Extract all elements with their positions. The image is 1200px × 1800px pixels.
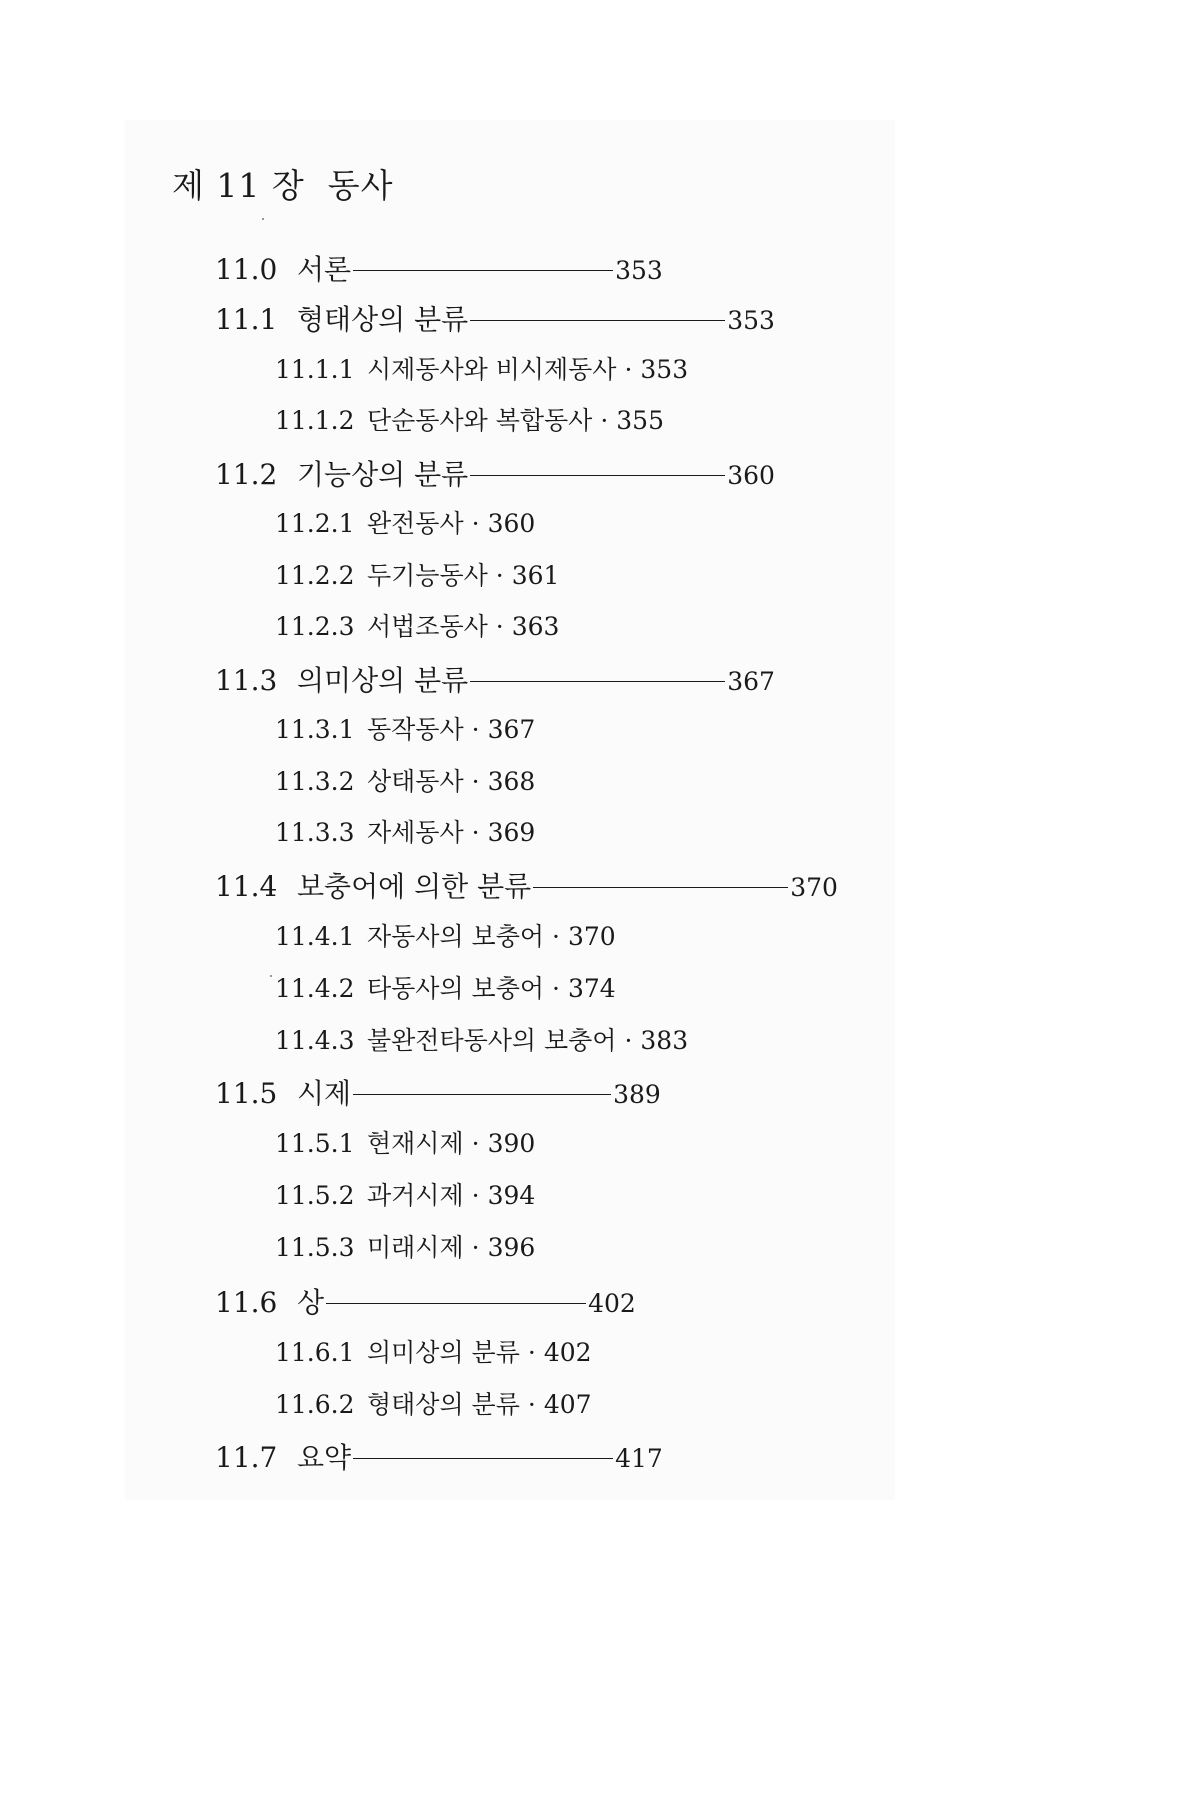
- section-number: 11.3: [215, 664, 278, 697]
- section-number: 11.3.3: [275, 818, 355, 847]
- section-number: 11.6: [215, 1286, 278, 1319]
- dot-separator: ·: [495, 561, 504, 590]
- dot-separator: ·: [471, 1233, 480, 1262]
- section-title: 과거시제: [367, 1181, 464, 1210]
- section-title: 미래시제: [367, 1233, 464, 1262]
- toc-subsection[interactable]: [0, 1021, 1200, 1057]
- toc-subsection[interactable]: [0, 813, 1200, 849]
- section-title: 의미상의 분류: [367, 1338, 520, 1367]
- leader-line: [353, 1094, 611, 1095]
- leader-line: [533, 887, 788, 888]
- toc-section[interactable]: [0, 1072, 1200, 1112]
- page-number: 353: [615, 256, 663, 285]
- section-number: 11.2.2: [275, 561, 355, 590]
- toc-subsection[interactable]: [0, 1176, 1200, 1212]
- dot-separator: ·: [471, 509, 480, 538]
- section-number: 11.4.2: [275, 974, 355, 1003]
- section-title: 서법조동사: [367, 612, 488, 641]
- toc-section[interactable]: [0, 453, 1200, 493]
- section-title: 보충어에 의한 분류: [297, 870, 532, 903]
- toc-section[interactable]: [0, 1281, 1200, 1321]
- scan-speck: [270, 975, 272, 977]
- section-title: 자동사의 보충어: [367, 922, 544, 951]
- page-number: 417: [615, 1444, 663, 1473]
- section-number: 11.6.2: [275, 1390, 355, 1419]
- section-title: 시제동사와 비시제동사: [367, 355, 617, 384]
- section-number: 11.3.1: [275, 715, 355, 744]
- page-number: 353: [640, 355, 689, 384]
- page-number: 370: [567, 922, 616, 951]
- page-number: 360: [487, 509, 536, 538]
- toc-subsection[interactable]: [0, 350, 1200, 386]
- page-number: 370: [790, 873, 838, 902]
- section-number: 11.0: [215, 253, 278, 286]
- leader-line: [470, 475, 725, 476]
- section-title: 상태동사: [367, 767, 464, 796]
- section-number: 11.2.1: [275, 509, 355, 538]
- page-number: 361: [511, 561, 560, 590]
- toc-subsection[interactable]: [0, 917, 1200, 953]
- section-number: 11.5.3: [275, 1233, 355, 1262]
- scan-speck: [262, 218, 264, 220]
- toc-subsection[interactable]: [0, 762, 1200, 798]
- toc-subsection[interactable]: [0, 1124, 1200, 1160]
- dot-separator: ·: [527, 1338, 536, 1367]
- section-number: 11.4.1: [275, 922, 355, 951]
- section-title: 타동사의 보충어: [367, 974, 544, 1003]
- dot-separator: ·: [600, 406, 609, 435]
- page-number: 360: [727, 461, 775, 490]
- toc-section[interactable]: [0, 865, 1200, 905]
- toc-section[interactable]: [0, 298, 1200, 338]
- page-number: 367: [487, 715, 536, 744]
- page-number: 407: [543, 1390, 592, 1419]
- leader-line: [470, 320, 725, 321]
- page-number: 355: [616, 406, 664, 435]
- section-number: 11.1.2: [275, 406, 355, 435]
- page-number: 383: [640, 1026, 689, 1055]
- leader-line: [326, 1303, 586, 1304]
- page-number: 402: [543, 1338, 592, 1367]
- dot-separator: ·: [552, 974, 560, 1003]
- chapter-title: 제 11 장 동사: [172, 166, 394, 205]
- page-number: 402: [588, 1289, 636, 1318]
- page-number: 394: [487, 1181, 536, 1210]
- leader-line: [470, 681, 725, 682]
- toc-section[interactable]: [0, 1436, 1200, 1476]
- page-number: 368: [487, 767, 536, 796]
- section-number: 11.4.3: [275, 1026, 355, 1055]
- section-number: 11.3.2: [275, 767, 355, 796]
- toc-subsection[interactable]: [0, 556, 1200, 592]
- page-number: 367: [727, 667, 775, 696]
- toc-subsection[interactable]: [0, 969, 1200, 1005]
- page-number: 396: [487, 1233, 536, 1262]
- dot-separator: ·: [624, 1026, 633, 1055]
- toc-subsection[interactable]: [0, 1228, 1200, 1264]
- dot-separator: ·: [624, 355, 633, 384]
- dot-separator: ·: [471, 1181, 480, 1210]
- page-number: 363: [511, 612, 560, 641]
- leader-line: [353, 270, 613, 271]
- section-number: 11.5.2: [275, 1181, 355, 1210]
- dot-separator: ·: [471, 767, 480, 796]
- section-title: 형태상의 분류: [367, 1390, 520, 1419]
- section-title: 불완전타동사의 보충어: [367, 1026, 617, 1055]
- page-number: 389: [613, 1080, 661, 1109]
- dot-separator: ·: [495, 612, 504, 641]
- section-number: 11.5.1: [275, 1129, 355, 1158]
- section-number: 11.7: [215, 1441, 278, 1474]
- section-number: 11.4: [215, 870, 278, 903]
- dot-separator: ·: [552, 922, 560, 951]
- section-title: 요약: [297, 1441, 352, 1474]
- page-number: 390: [487, 1129, 536, 1158]
- toc-section[interactable]: [0, 248, 1200, 288]
- section-number: 11.6.1: [275, 1338, 355, 1367]
- section-title: 의미상의 분류: [297, 664, 469, 697]
- dot-separator: ·: [471, 818, 480, 847]
- section-title: 현재시제: [367, 1129, 464, 1158]
- section-title: 단순동사와 복합동사: [367, 406, 593, 435]
- section-number: 11.1: [215, 303, 278, 336]
- toc-subsection[interactable]: [0, 1333, 1200, 1369]
- dot-separator: ·: [471, 715, 480, 744]
- page-number: 374: [567, 974, 616, 1003]
- dot-separator: ·: [471, 1129, 480, 1158]
- section-title: 완전동사: [367, 509, 464, 538]
- dot-separator: ·: [527, 1390, 536, 1419]
- toc-subsection[interactable]: [0, 401, 1200, 437]
- toc-subsection[interactable]: [0, 710, 1200, 746]
- toc-subsection[interactable]: [0, 1385, 1200, 1421]
- section-title: 두기능동사: [367, 561, 488, 590]
- toc-section[interactable]: [0, 659, 1200, 699]
- toc-subsection[interactable]: [0, 504, 1200, 540]
- section-title: 서론: [297, 253, 352, 286]
- toc-subsection[interactable]: [0, 607, 1200, 643]
- page-number: 353: [727, 306, 775, 335]
- page-number: 369: [487, 818, 536, 847]
- section-title: 시제: [297, 1077, 352, 1110]
- leader-line: [353, 1458, 613, 1459]
- section-title: 형태상의 분류: [297, 303, 469, 336]
- section-title: 자세동사: [367, 818, 464, 847]
- section-number: 11.2: [215, 458, 278, 491]
- section-title: 동작동사: [367, 715, 464, 744]
- section-title: 상: [297, 1286, 325, 1319]
- section-number: 11.1.1: [275, 355, 355, 384]
- section-number: 11.5: [215, 1077, 278, 1110]
- section-title: 기능상의 분류: [297, 458, 469, 491]
- section-number: 11.2.3: [275, 612, 355, 641]
